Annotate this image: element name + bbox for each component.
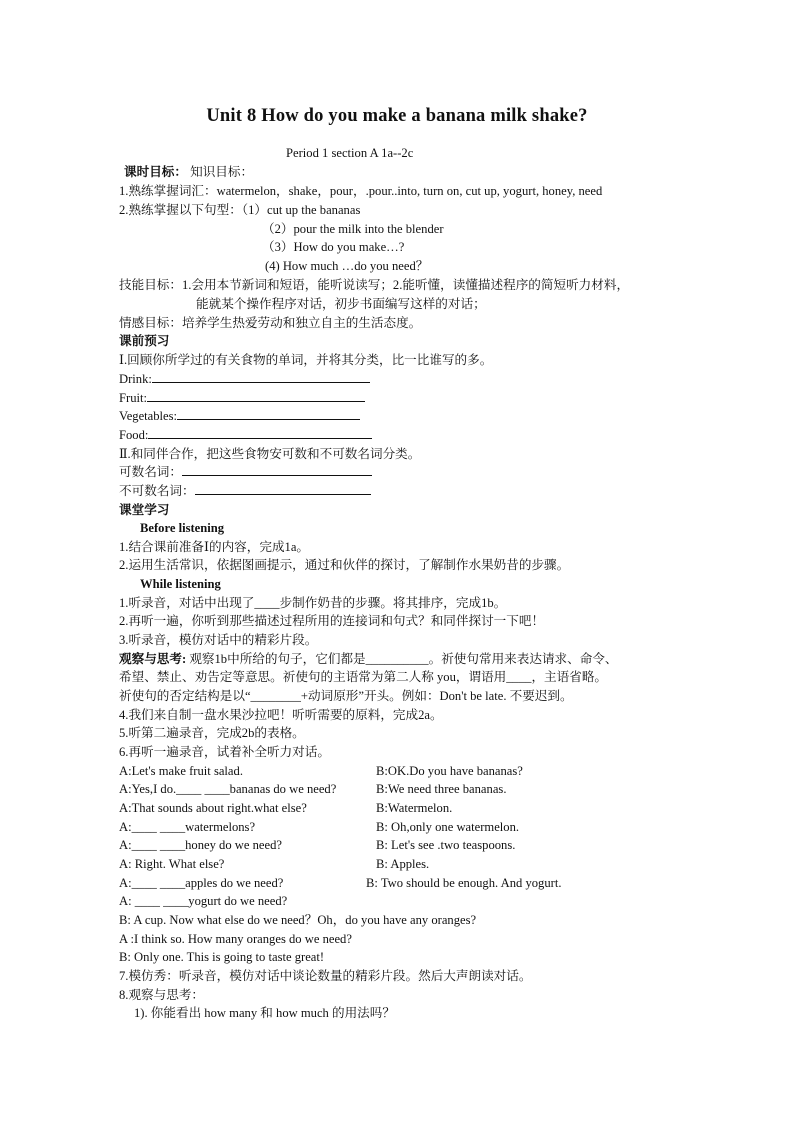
dialogue-line: B: Apples.	[376, 857, 430, 871]
dialogue-line: B: Oh,only one watermelon.	[376, 820, 520, 834]
dialogue-line: A:____ ____honey do we need?	[119, 838, 282, 852]
task-8-question-1: 1). 你能看出 how many 和 how much 的用法吗？	[134, 1006, 395, 1020]
dialogue-line: B: A cup. Now what else do we need？Oh，do you have any oranges?	[119, 913, 477, 927]
task-6: 6.再听一遍录音，试着补全听力对话。	[119, 745, 330, 759]
dialogue-line: A:That sounds about right.what else?	[119, 801, 307, 815]
observe-think-1: 观察与思考: 观察1b中所给的句子，它们都是__________。祈使句常用来表达请求、命令、	[119, 652, 618, 666]
preview-task-1: Ⅰ.回顾你所学过的有关食物的单词，并将其分类，比一比谁写的多。	[119, 353, 493, 367]
dialogue-line: B:We need three bananas.	[376, 782, 507, 796]
dialogue-line: B:Watermelon.	[376, 801, 453, 815]
dialogue-line: A:____ ____watermelons?	[119, 820, 256, 834]
preview-task-2: Ⅱ.和同伴合作，把这些食物安可数和不可数名词分类。	[119, 447, 421, 461]
task-5: 5.听第二遍录音，完成2b的表格。	[119, 726, 305, 740]
section-class: 课堂学习	[119, 503, 170, 517]
uncountable-field[interactable]: 不可数名词：	[119, 483, 371, 499]
food-field[interactable]: Food:	[119, 427, 372, 443]
dialogue-line: B: Only one. This is going to taste great!	[119, 950, 325, 964]
pattern-line-4: (4) How much …do you need？	[265, 259, 429, 273]
dialogue-line: A:____ ____apples do we need?	[119, 876, 284, 890]
dialogue-line: A:Yes,I do.____ ____bananas do we need?	[119, 782, 337, 796]
pattern-line-1: 2.熟练掌握以下句型：（1）cut up the bananas	[119, 203, 361, 217]
before-task-2: 2.运用生活常识，依据图画提示，通过和伙伴的探讨，了解制作水果奶昔的步骤。	[119, 558, 570, 572]
vocab-line: 1.熟练掌握词汇：watermelon，shake，pour，.pour..into, turn on, cut up, yogurt, honey, need	[119, 184, 603, 198]
task-8: 8.观察与思考：	[119, 988, 205, 1002]
objectives-heading: 课时目标： 知识目标：	[124, 165, 254, 179]
task-4: 4.我们来自制一盘水果沙拉吧！听听需要的原料，完成2a。	[119, 708, 443, 722]
vegetables-field[interactable]: Vegetables:	[119, 408, 360, 424]
observe-think-3: 祈使句的否定结构是以“________+动词原形”开头。例如：Don't be late. 不要迟到。	[119, 689, 573, 703]
skill-goal-line: 技能目标：1.会用本节新词和短语，能听说读写；2.能听懂，读懂描述程序的简短听力材料，	[119, 278, 630, 292]
while-task-1: 1.听录音，对话中出现了____步制作奶昔的步骤。将其排序，完成1b。	[119, 596, 507, 610]
dialogue-line: A :I think so. How many oranges do we need?	[119, 932, 352, 946]
dialogue-line: B: Two should be enough. And yogurt.	[366, 876, 562, 890]
dialogue-line: B: Let's see .two teaspoons.	[376, 838, 516, 852]
countable-field[interactable]: 可数名词：	[119, 464, 372, 480]
pattern-line-3: （3）How do you make…?	[262, 240, 405, 254]
task-7: 7.模仿秀：听录音，模仿对话中谈论数量的精彩片段。然后大声朗读对话。	[119, 969, 532, 983]
dialogue-line: A:Let's make fruit salad.	[119, 764, 243, 778]
before-listening-heading: Before listening	[140, 521, 225, 535]
pattern-line-2: （2）pour the milk into the blender	[262, 222, 444, 236]
before-task-1: 1.结合课前准备Ⅰ的内容，完成1a。	[119, 540, 310, 554]
period-line: Period 1 section A 1a--2c	[286, 146, 414, 160]
observe-think-2: 希望、禁止、劝告定等意思。祈使句的主语常为第二人称 you，谓语用____，主语省略。	[119, 670, 608, 684]
while-task-2: 2.再听一遍，你听到那些描述过程所用的连接词和句式？和同伴探讨一下吧！	[119, 614, 545, 628]
fruit-field[interactable]: Fruit:	[119, 390, 365, 406]
dialogue-line: A: Right. What else?	[119, 857, 225, 871]
while-task-3: 3.听录音，模仿对话中的精彩片段。	[119, 633, 318, 647]
dialogue-line: A: ____ ____yogurt do we need?	[119, 894, 288, 908]
page-title: Unit 8 How do you make a banana milk shake?	[206, 106, 588, 126]
skill-goal-cont: 能就某个操作程序对话，初步书面编写这样的对话；	[196, 297, 486, 311]
emotion-goal: 情感目标：培养学生热爱劳动和独立自主的生活态度。	[119, 316, 422, 330]
section-preview: 课前预习	[119, 334, 170, 348]
drink-field[interactable]: Drink:	[119, 371, 370, 387]
dialogue-line: B:OK.Do you have bananas?	[376, 764, 523, 778]
while-listening-heading: While listening	[140, 577, 221, 591]
